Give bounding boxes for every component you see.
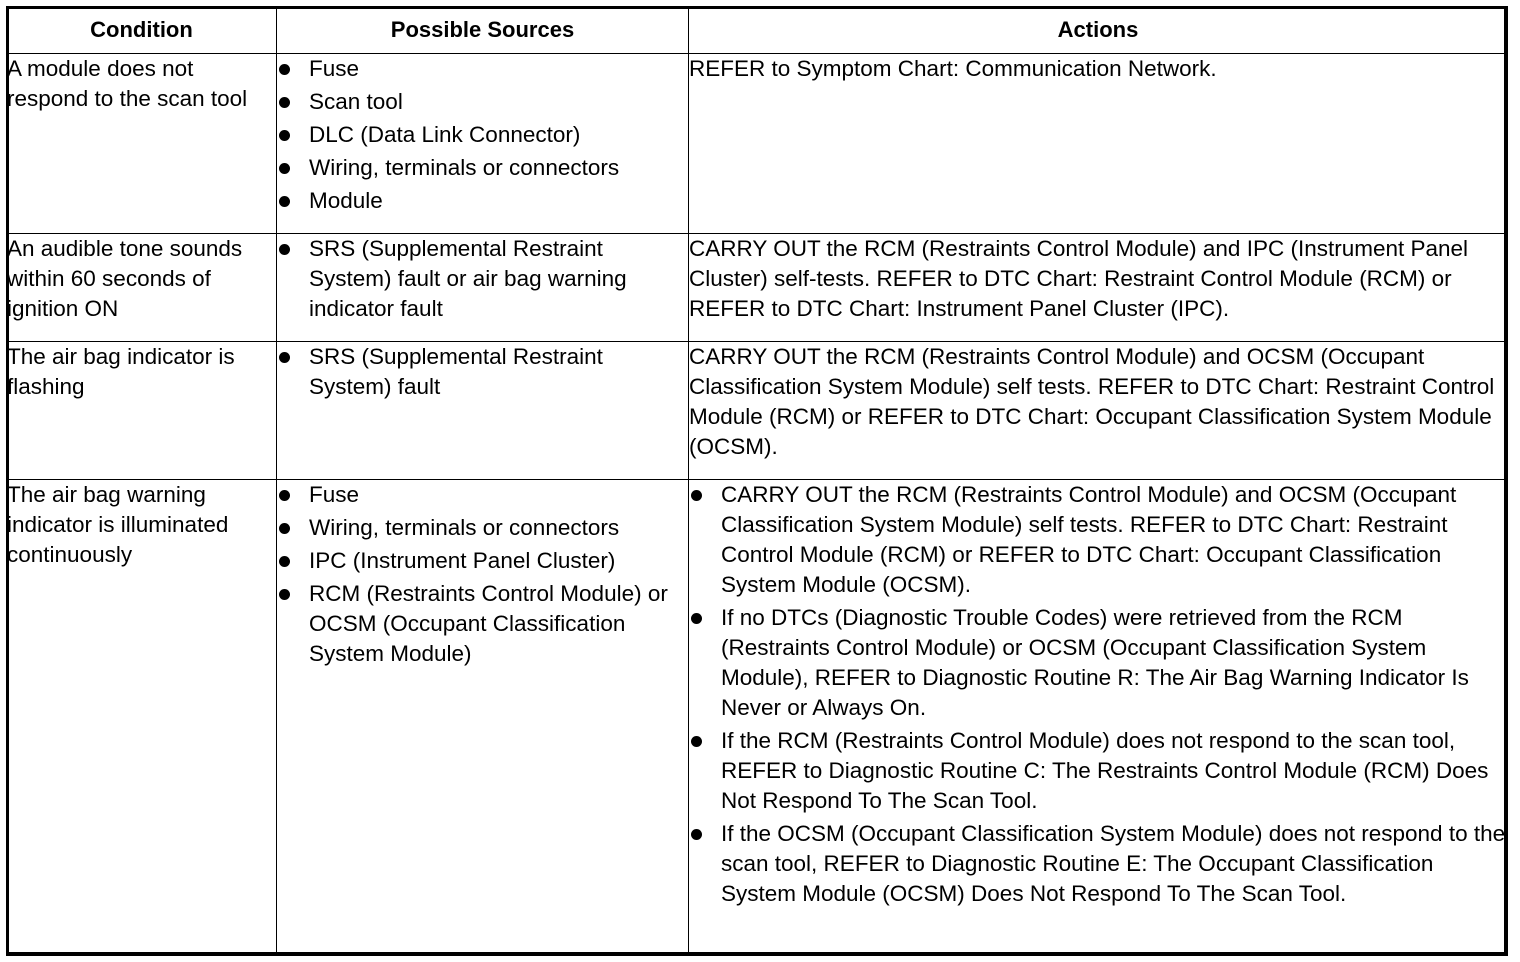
source-item: SRS (Supplemental Restraint System) fault <box>277 342 688 402</box>
source-item: SRS (Supplemental Restraint System) fault or air bag warning indicator fault <box>277 234 688 324</box>
source-item: Fuse <box>277 54 688 84</box>
action-cell: CARRY OUT the RCM (Restraints Control Module) and IPC (Instrument Panel Cluster) self-tests. REFER to DTC Chart: Restraint Control Module (RCM) or REFER to DTC Chart: Instrument Panel Cluster (IPC). <box>689 234 1508 342</box>
header-possible-sources: Possible Sources <box>277 7 689 54</box>
action-item: If the RCM (Restraints Control Module) does not respond to the scan tool, REFER to Diagnostic Routine C: The Restraints Control Module (RCM) Does Not Respond To The Scan Tool. <box>689 726 1507 816</box>
source-item: Fuse <box>277 480 688 510</box>
source-item: Wiring, terminals or connectors <box>277 153 688 183</box>
source-item: Wiring, terminals or connectors <box>277 513 688 543</box>
action-item: If the OCSM (Occupant Classification System Module) does not respond to the scan tool, REFER to Diagnostic Routine E: The Occupant Classification System Module (OCSM) Does Not Respond To The Scan Tool. <box>689 819 1507 909</box>
condition-cell: A module does not respond to the scan tool <box>7 54 277 234</box>
action-cell: CARRY OUT the RCM (Restraints Control Module) and OCSM (Occupant Classification System Module) self tests. REFER to DTC Chart: Restraint Control Module (RCM) or REFER to DTC Chart: Occupant Classification System Module (OCSM). <box>689 342 1508 480</box>
condition-cell: An audible tone sounds within 60 seconds of ignition ON <box>7 234 277 342</box>
source-item: IPC (Instrument Panel Cluster) <box>277 546 688 576</box>
action-item: If no DTCs (Diagnostic Trouble Codes) were retrieved from the RCM (Restraints Control Module) or OCSM (Occupant Classification System Module), REFER to Diagnostic Routine R: The Air Bag Warning Indicator Is Never or Always On. <box>689 603 1507 723</box>
header-condition: Condition <box>7 7 277 54</box>
source-item: DLC (Data Link Connector) <box>277 120 688 150</box>
source-item: Scan tool <box>277 87 688 117</box>
source-item: RCM (Restraints Control Module) or OCSM (Occupant Classification System Module) <box>277 579 688 669</box>
table-outer-border <box>6 6 1507 955</box>
header-actions: Actions <box>689 7 1508 54</box>
condition-cell: The air bag indicator is flashing <box>7 342 277 480</box>
action-item: CARRY OUT the RCM (Restraints Control Module) and OCSM (Occupant Classification System Module) self tests. REFER to DTC Chart: Restraint Control Module (RCM) or REFER to DTC Chart: Occupant Classification System Module (OCSM). <box>689 480 1507 600</box>
condition-cell: The air bag warning indicator is illuminated continuously <box>7 480 277 956</box>
source-item: Module <box>277 186 688 216</box>
action-cell: REFER to Symptom Chart: Communication Network. <box>689 54 1508 234</box>
